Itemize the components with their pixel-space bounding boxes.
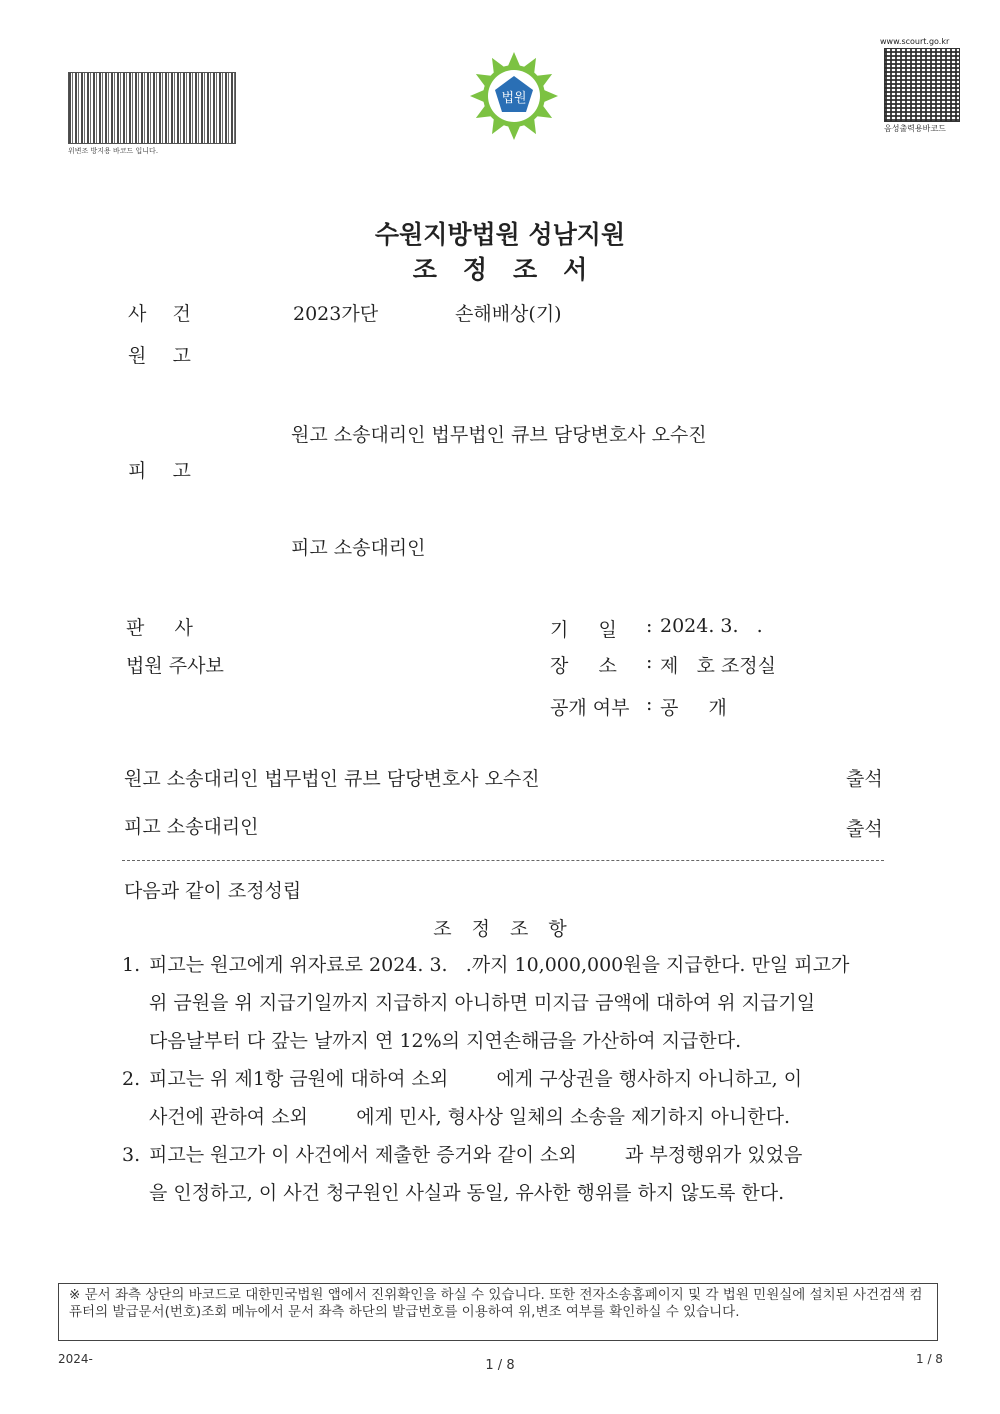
verification-notice: ※ 문서 좌측 상단의 바코드로 대한민국법원 앱에서 진위확인을 하실 수 있습니다. 또한 전자소송홈페이지 및 각 법원 민원실에 설치된 사건검색 컴퓨터의 발급문서(번호)조회 메뉴에서 문서 좌측 하단의 발급번호를 이용하여 위,변조 여부를 확인하실 수 있습니다.	[58, 1283, 938, 1341]
section-divider	[122, 860, 884, 861]
page-number-center: 1 / 8	[485, 1358, 515, 1373]
clause-number: 1.	[122, 954, 141, 976]
clause-line: 피고는 원고에게 위자료로 2024. 3. .까지 10,000,000원을 지급한다. 만일 피고가	[149, 954, 850, 976]
court-emblem-icon	[466, 46, 562, 142]
court-name: 수원지방법원 성남지원	[374, 220, 626, 249]
date-label: 기 일	[550, 619, 617, 641]
public-label: 공개 여부	[550, 697, 630, 719]
attendance-status: 출석	[846, 768, 883, 790]
public-value: 공 개	[660, 697, 727, 719]
page-number-right: 1 / 8	[916, 1352, 943, 1366]
attendee-defendant-agent: 피고 소송대리인	[124, 816, 259, 838]
verification-barcode	[68, 72, 236, 144]
case-label: 사 건	[128, 303, 193, 325]
clause-line: 사건에 관하여 소외 에게 민사, 형사상 일체의 소송을 제기하지 아니한다.	[149, 1106, 790, 1128]
clause-3	[122, 1136, 892, 1212]
qr-caption: 음성출력용바코드	[884, 124, 946, 133]
clause-line: 다음날부터 다 갚는 날까지 연 12%의 지연손해금을 가산하여 지급한다.	[149, 1030, 742, 1052]
clause-line: 위 금원을 위 지급기일까지 지급하지 아니하면 미지급 금액에 대하여 위 지급기일	[149, 992, 816, 1014]
attendance-status: 출석	[846, 818, 883, 840]
attendee-plaintiff-agent: 원고 소송대리인 법무법인 큐브 담당변호사 오수진	[124, 768, 540, 790]
case-name: 손해배상(기)	[455, 303, 562, 325]
clerk-label: 법원 주사보	[126, 655, 224, 677]
clause-line: 피고는 원고가 이 사건에서 제출한 증거와 같이 소외 과 부정행위가 있었음	[149, 1144, 803, 1166]
emblem-text: 법원	[501, 91, 527, 106]
clause-number: 2.	[122, 1068, 141, 1090]
barcode-caption: 위변조 방지용 바코드 입니다.	[68, 147, 159, 155]
place-value: 제 호 조정실	[660, 655, 776, 677]
defendant-agent: 피고 소송대리인	[291, 537, 426, 559]
plaintiff-agent: 원고 소송대리인 법무법인 큐브 담당변호사 오수진	[291, 424, 707, 446]
date-value: 2024. 3. .	[660, 615, 763, 637]
plaintiff-label: 원 고	[128, 345, 193, 367]
clause-1	[122, 946, 892, 1060]
clause-line: 을 인정하고, 이 사건 청구원인 사실과 동일, 유사한 행위를 하지 않도록 한다.	[149, 1182, 785, 1204]
issue-number: 2024-	[58, 1352, 93, 1366]
document-title: 조정조서	[412, 255, 614, 284]
place-label: 장 소	[550, 655, 617, 677]
court-url: www.scourt.go.kr	[880, 37, 950, 46]
audio-output-qr-code	[884, 48, 960, 122]
defendant-label: 피 고	[128, 460, 193, 482]
clauses-heading: 조정조항	[433, 918, 587, 940]
judge-label: 판 사	[126, 617, 193, 639]
case-number: 2023가단	[293, 303, 379, 325]
clause-number: 3.	[122, 1144, 141, 1166]
clause-line: 피고는 위 제1항 금원에 대하여 소외 에게 구상권을 행사하지 아니하고, 이	[149, 1068, 803, 1090]
clause-2	[122, 1060, 892, 1136]
settlement-result: 다음과 같이 조정성립	[124, 880, 302, 902]
